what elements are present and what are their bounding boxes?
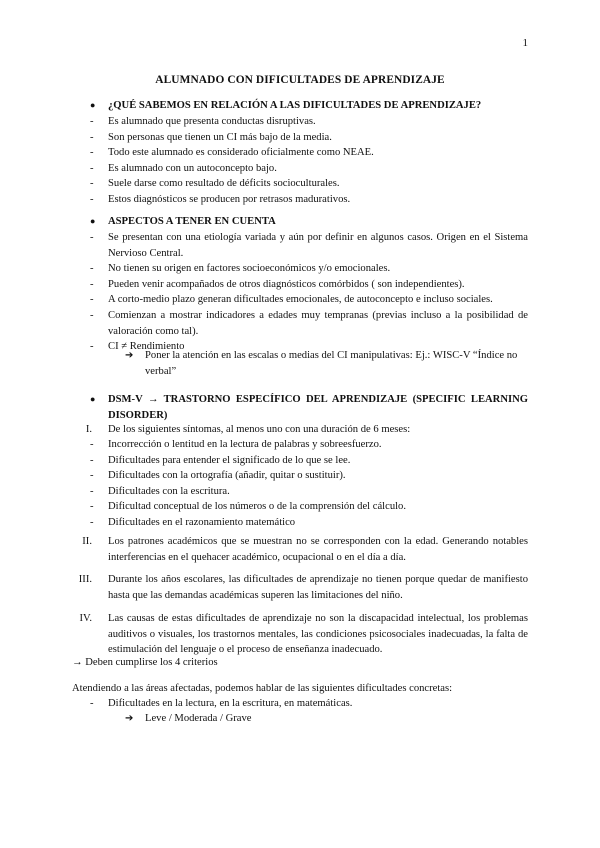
list-item: - Son personas que tienen un CI más bajo de la media. (90, 131, 332, 143)
criterion-text: De los siguientes síntomas, al menos uno con una duración de 6 meses: (108, 424, 411, 435)
arrow-right-icon: ➔ (125, 350, 134, 361)
aspects-list (90, 230, 528, 355)
list-item: - Dificultades en la lectura, en la escritura, en matemáticas. (90, 698, 353, 709)
page-number: 1 (522, 37, 528, 49)
criterion-numeral: III. (78, 574, 92, 585)
list-item: - Dificultad conceptual de los números o de la comprensión del cálculo. (90, 501, 407, 513)
list-item: - Se presentan con una etiología variada y aún por definir en algunos casos. Origen en el Sistema Nervioso Central. (90, 232, 528, 259)
list-item: - Dificultades en el razonamiento matemático (90, 516, 296, 528)
section-heading-text: ASPECTOS A TENER EN CUENTA (108, 216, 276, 227)
list-item: - Dificultades con la ortografía (añadir, quitar o sustituir). (90, 470, 346, 482)
list-item: - No tienen su origen en factores socioeconómicos y/o emocionales. (90, 263, 391, 275)
section-heading-text: ¿QUÉ SABEMOS EN RELACIÓN A LAS DIFICULTADES DE APRENDIZAJE? (108, 100, 482, 111)
page-title: ALUMNADO CON DIFICULTADES DE APRENDIZAJE (155, 74, 445, 86)
bullet-icon: ● (90, 100, 96, 110)
arrow-right-icon: ➔ (125, 713, 134, 724)
list-item: - Comienzan a mostrar indicadores a edades muy tempranas (previas incluso a la posibilidad de valoración como tal). (90, 309, 528, 337)
misconceptions-list (90, 114, 528, 208)
closing-intro: Atendiendo a las áreas afectadas, podemos hablar de las siguientes dificultades concretas: (72, 683, 453, 694)
list-item: - Suele darse como resultado de déficits socioculturales. (90, 178, 340, 190)
closing-list (90, 696, 528, 712)
criterion-numeral: IV. (79, 613, 92, 624)
criterion-numeral: I. (85, 424, 92, 435)
criterion-text: Las causas de estas dificultades de aprendizaje no son la discapacidad intelectual, los problemas auditivos o visuales, los trastornos mentales, las condiciones psicosociales inadecuadas, la falta de estimulación del lenguaje o el proceso de enseñanza inadecuado. (108, 613, 528, 656)
severity-note-text: Leve / Moderada / Grave (145, 713, 252, 724)
bullet-icon: ● (90, 216, 96, 226)
criteria-conclusion: → Deben cumplirse los 4 criterios (72, 657, 218, 668)
bullet-icon: ● (90, 394, 96, 404)
list-item: - Es alumnado que presenta conductas disruptivas. (90, 116, 316, 127)
criterion-text: Los patrones académicos que se muestran no se corresponden con la edad. Generando notables interferencias en el quehacer académico, ocupacional o en el día a día. (108, 536, 528, 563)
section-heading-text: DSM-V → TRASTORNO ESPECÍFICO DEL APRENDIZAJE (SPECIFIC LEARNING DISORDER) (108, 394, 528, 421)
list-item: - CI ≠ Rendimiento (90, 341, 185, 353)
criterion-text: Durante los años escolares, las dificultades de aprendizaje no tienen porque quedar de manifiesto hasta que las demandas académicas superen las limitaciones del niño. (108, 574, 528, 601)
list-item: - Pueden venir acompañados de otros diagnósticos comórbidos ( son independientes). (90, 278, 465, 290)
list-item: - Dificultades para entender el significado de lo que se lee. (90, 454, 351, 466)
list-item: - Estos diagnósticos se producen por retrasos madurativos. (90, 193, 351, 205)
criterion-numeral: II. (82, 536, 92, 547)
wisc-note-text: Poner la atención en las escalas o medias del CI manipulativas: Ej.: WISC-V “Índice no verbal” (145, 350, 518, 377)
symptoms-list (90, 437, 528, 531)
list-item: - Dificultades con la escritura. (90, 485, 230, 497)
list-item: - Todo este alumnado es considerado oficialmente como NEAE. (90, 147, 374, 159)
list-item: - A corto-medio plazo generan dificultades emocionales, de autoconcepto e incluso sociales. (90, 294, 493, 306)
list-item: - Incorrección o lentitud en la lectura de palabras y sobreesfuerzo. (90, 439, 382, 450)
list-item: - Es alumnado con un autoconcepto bajo. (90, 162, 277, 174)
